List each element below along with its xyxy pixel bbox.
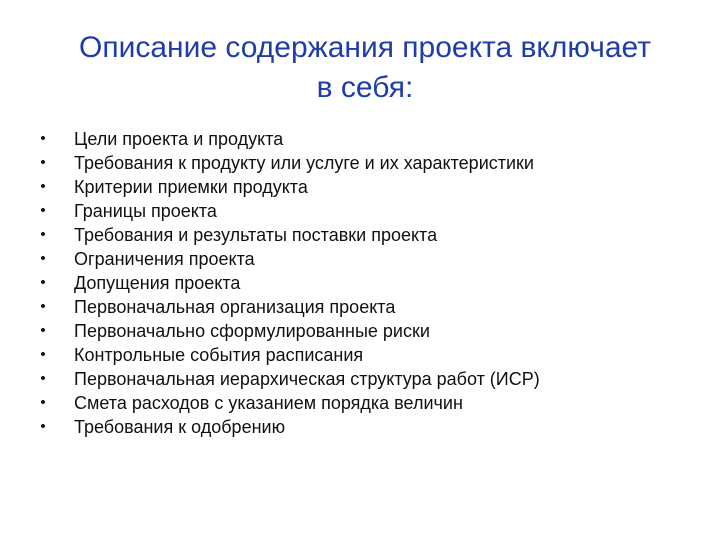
slide-title-line-1: Описание содержания проекта включает: [79, 31, 651, 64]
list-item-text: Требования к одобрению: [74, 417, 286, 437]
bullet-icon: •: [40, 154, 46, 171]
bullet-icon: •: [40, 274, 46, 291]
list-item: [36, 247, 696, 271]
list-item-text: Цели проекта и продукта: [74, 129, 284, 149]
bullet-icon: •: [40, 130, 46, 147]
list-item-text: Требования и результаты поставки проекта: [74, 225, 438, 245]
slide-title-line-2: в себя:: [316, 71, 414, 104]
list-item-text: Первоначальная организация проекта: [74, 297, 396, 317]
list-item: [36, 319, 696, 343]
bullet-icon: •: [40, 322, 46, 339]
bullet-list: [36, 127, 696, 439]
list-item-text: Контрольные события расписания: [74, 345, 364, 365]
list-item: [36, 295, 696, 319]
list-item-text: Первоначальная иерархическая структура работ (ИСР): [74, 369, 540, 389]
list-item-text: Смета расходов с указанием порядка величин: [74, 393, 463, 413]
list-item-text: Границы проекта: [74, 201, 217, 221]
list-item-text: Ограничения проекта: [74, 249, 255, 269]
list-item: [36, 151, 696, 175]
bullet-icon: •: [40, 418, 46, 435]
list-item: [36, 343, 696, 367]
list-item: [36, 127, 696, 151]
bullet-icon: •: [40, 178, 46, 195]
list-item: [36, 391, 696, 415]
list-item: [36, 223, 696, 247]
list-item-text: Допущения проекта: [74, 273, 241, 293]
slide-title: [40, 28, 690, 108]
list-item-text: Критерии приемки продукта: [74, 177, 308, 197]
bullet-icon: •: [40, 298, 46, 315]
bullet-icon: •: [40, 394, 46, 411]
bullet-icon: •: [40, 370, 46, 387]
list-item: [36, 415, 696, 439]
bullet-icon: •: [40, 226, 46, 243]
list-item-text: Требования к продукту или услуге и их характеристики: [74, 153, 534, 173]
list-item: [36, 199, 696, 223]
bullet-icon: •: [40, 250, 46, 267]
list-item: [36, 271, 696, 295]
bullet-icon: •: [40, 346, 46, 363]
list-item-text: Первоначально сформулированные риски: [74, 321, 430, 341]
list-item: [36, 367, 696, 391]
list-item: [36, 175, 696, 199]
bullet-icon: •: [40, 202, 46, 219]
